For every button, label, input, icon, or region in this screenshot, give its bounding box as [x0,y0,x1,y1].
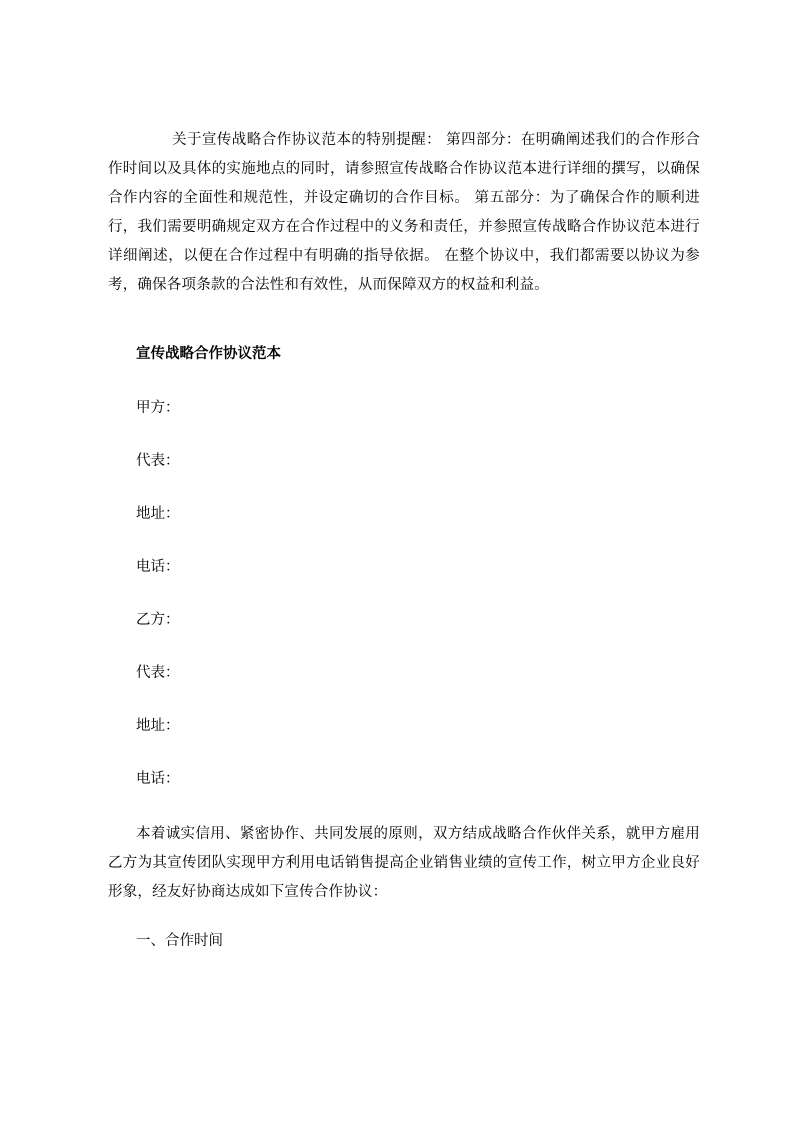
party-a-address-label: 地址： [136,506,180,522]
party-b-phone-label: 电话： [136,771,180,787]
preamble-paragraph: 本着诚实信用、紧密协作、共同发展的原则，双方结成战略合作伙伴关系，就甲方雇用乙方为其宣传团队实现甲方利用电话销售提高企业销售业绩的宣传工作，树立甲方企业良好形象，经友好协商达成如下宣传合作协议： [108,826,700,900]
party-b-address-label: 地址： [136,718,180,734]
party-b-representative-label: 代表： [136,665,180,681]
party-a-label: 甲方： [136,400,180,416]
section-heading-cooperation-time: 一、合作时间 [136,933,223,949]
party-a-representative-label: 代表： [136,453,180,469]
intro-paragraph: 关于宣传战略合作协议范本的特别提醒： 第四部分：在明确阐述我们的合作形合作时间以及具体的实施地点的同时，请参照宣传战略合作协议范本进行详细的撰写，以确保合作内容的全面性和规范性，并设定确切的合作目标。 第五部分：为了确保合作的顺利进行，我们需要明确规定双方在合作过程中的义务和责任，并参照宣传战略合作协议范本进行详细阐述，以便在合作过程中有明确的指导依据。 在整个协议中，我们都需要以协议为参考，确保各项条款的合法性和有效性，从而保障双方的权益和利益。 [108,132,700,293]
party-b-label: 乙方： [136,612,180,628]
party-a-phone-label: 电话： [136,559,180,575]
document-title: 宣传战略合作协议范本 [136,346,281,362]
